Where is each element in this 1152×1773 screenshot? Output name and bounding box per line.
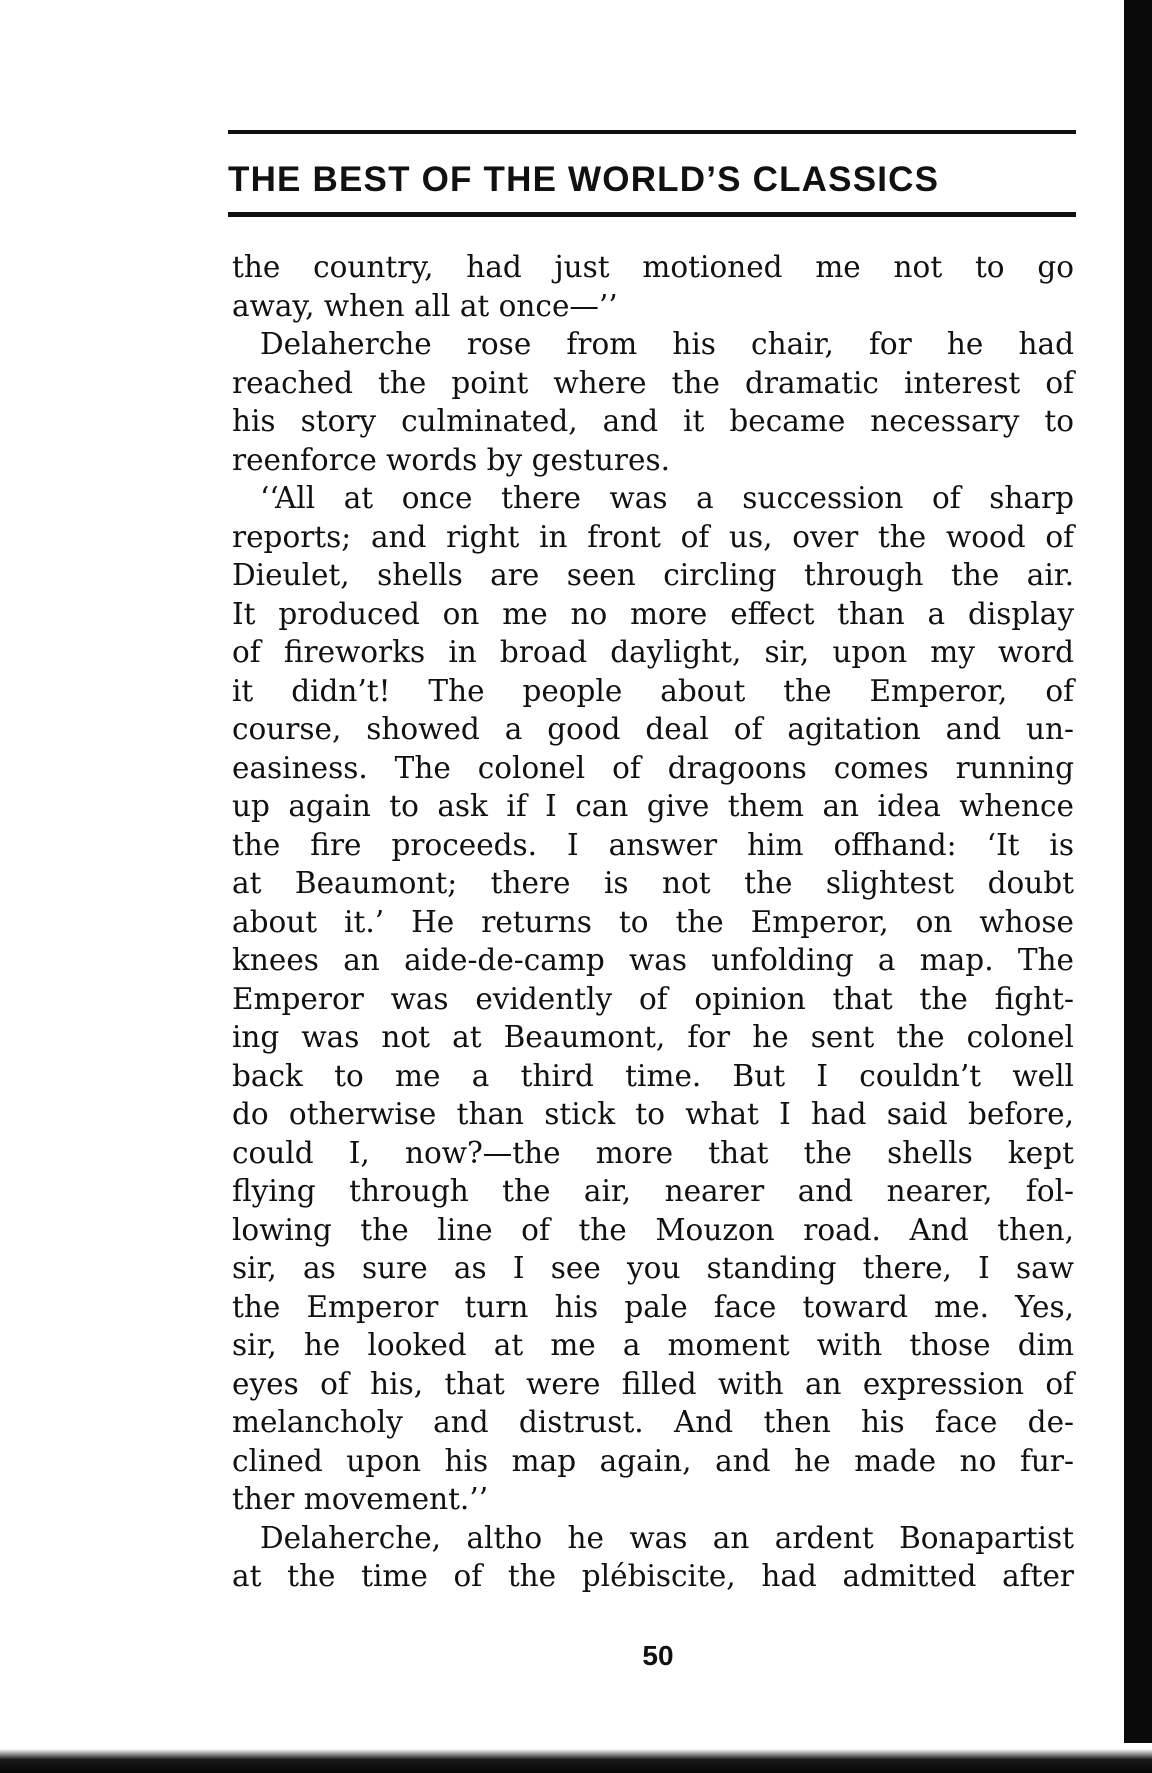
text-line: ‘‘All at once there was a succession of sharp	[260, 481, 1074, 515]
text-line: away, when all at once—’’	[232, 288, 618, 323]
text-line: eyes of his, that were filled with an expression of	[232, 1366, 1074, 1401]
text-line: Dieulet, shells are seen circling through the air.	[232, 558, 1074, 592]
text-line: at Beaumont; there is not the slightest doubt	[232, 866, 1074, 900]
text-line: reenforce words by gestures.	[232, 442, 671, 477]
text-line: reports; and right in front of us, over the wood of	[232, 519, 1074, 554]
text-line: his story culminated, and it became necessary to	[232, 404, 1074, 438]
text-line: the country, had just motioned me not to go	[232, 250, 1074, 284]
page-number: 50	[642, 1640, 674, 1671]
text-line: the Emperor turn his pale face toward me. Yes,	[232, 1289, 1074, 1324]
text-line: flying through the air, nearer and nearer, fol-	[232, 1174, 1074, 1208]
running-head: THE BEST OF THE WORLD’S CLASSICS	[228, 160, 940, 199]
text-line: the fire proceeds. I answer him offhand: ‘It is	[232, 827, 1074, 862]
text-line: Emperor was evidently of opinion that the fight-	[232, 981, 1074, 1016]
text-line: ing was not at Beaumont, for he sent the colonel	[232, 1020, 1074, 1054]
text-line: about it.’ He returns to the Emperor, on whose	[232, 904, 1074, 939]
text-line: clined upon his map again, and he made no fur-	[232, 1443, 1074, 1478]
text-line: lowing the line of the Mouzon road. And then,	[232, 1212, 1074, 1247]
text-line: back to me a third time. But I couldn’t well	[232, 1058, 1074, 1093]
text-line: knees an aide-de-camp was unfolding a map. The	[232, 943, 1074, 977]
text-line: at the time of the plébiscite, had admitted after	[232, 1559, 1074, 1593]
page-edge-shadow-bottom	[0, 1743, 1152, 1773]
text-line: Delaherche, altho he was an ardent Bonapartist	[260, 1520, 1074, 1555]
text-line: Delaherche rose from his chair, for he had	[260, 327, 1074, 361]
text-line: could I, now?—the more that the shells kept	[232, 1135, 1074, 1170]
page-edge-shadow-right	[1124, 0, 1152, 1773]
header-rule-top	[228, 130, 1076, 134]
text-line: sir, he looked at me a moment with those dim	[232, 1328, 1074, 1362]
text-line: melancholy and distrust. And then his face de-	[232, 1405, 1074, 1439]
text-line: it didn’t! The people about the Emperor, of	[232, 673, 1074, 708]
text-line: It produced on me no more effect than a display	[232, 596, 1074, 631]
header-rule-bottom	[228, 212, 1076, 217]
text-line: course, showed a good deal of agitation and un-	[232, 712, 1074, 746]
text-line: ther movement.’’	[232, 1482, 489, 1516]
text-line: of fireworks in broad daylight, sir, upon my word	[232, 635, 1074, 669]
text-line: do otherwise than stick to what I had said before,	[232, 1097, 1074, 1131]
text-line: sir, as sure as I see you standing there, I saw	[232, 1251, 1074, 1285]
text-line: easiness. The colonel of dragoons comes running	[232, 750, 1074, 785]
body-text	[232, 248, 1074, 1596]
text-line: up again to ask if I can give them an idea whence	[232, 789, 1074, 823]
text-line: reached the point where the dramatic interest of	[232, 365, 1074, 400]
